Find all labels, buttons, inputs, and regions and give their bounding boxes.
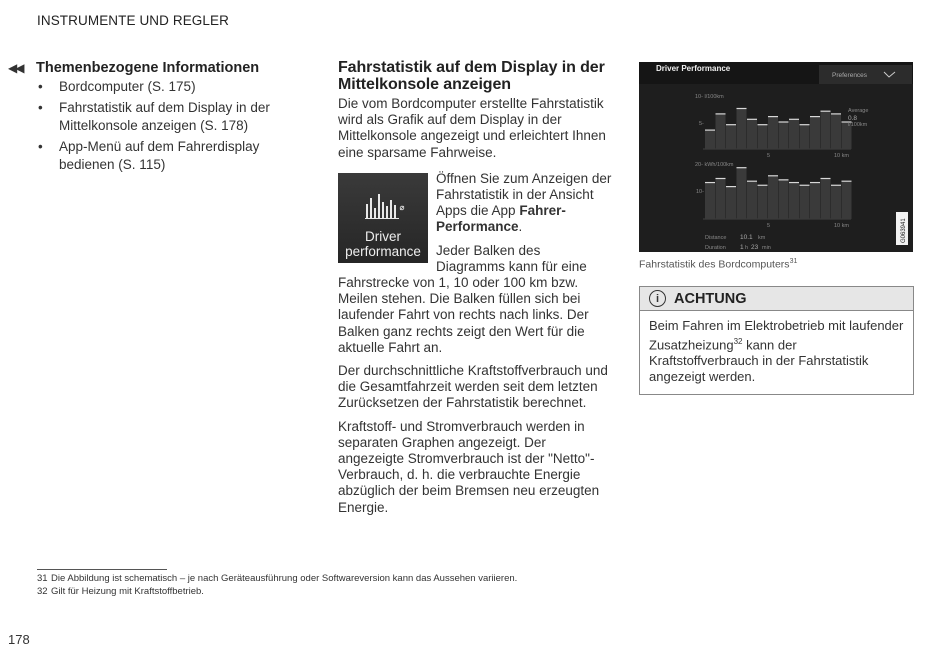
fuel-bar xyxy=(716,114,726,149)
elec-bar xyxy=(800,185,810,219)
driver-performance-chart xyxy=(639,62,913,252)
related-link-bordcomputer[interactable]: • Bordcomputer (S. 175) xyxy=(36,78,308,96)
footnote-32: 32 Gilt für Heizung mit Kraftstoffbetrieb. xyxy=(37,586,204,597)
preferences-label: Preferences xyxy=(832,72,868,79)
elec-tick-10: 10- xyxy=(696,189,704,195)
fuel-bar xyxy=(810,117,820,149)
fuel-bar xyxy=(800,125,810,149)
elec-bar xyxy=(726,187,736,219)
driver-performance-app-tile xyxy=(338,173,428,263)
main-content xyxy=(338,59,613,523)
warning-box xyxy=(639,286,914,395)
related-list xyxy=(36,78,308,174)
figure-title: Driver Performance xyxy=(656,64,731,73)
elec-bar xyxy=(758,185,768,219)
average-unit: l/100km xyxy=(848,122,868,128)
fuel-bar xyxy=(779,122,789,149)
related-link-fahrstatistik[interactable]: • Fahrstatistik auf dem Display in der Mittelkonsole anzeigen (S. 178) xyxy=(36,99,308,135)
app-name: Fahrer-Performance xyxy=(436,203,566,235)
duration-label: Duration xyxy=(705,245,726,251)
elec-x-tick-5: 5 xyxy=(767,223,771,229)
footnote-31: 31 Die Abbildung ist schematisch – je nach Geräteausführung oder Softwareversion kann das Aussehen variieren. xyxy=(37,573,518,584)
fuel-axis-label: 10- l/100km xyxy=(695,94,724,100)
paragraph-bars: Jeder Balken des Diagramms kann für eine Fahrstrecke von 1, 10 oder 100 km bzw. Meilen stehen. Die Balken füllen sich bei laufender Fahrt von rechts nach links. Der Balken ganz rechts zeigt den Wert für die aktuelle Fahrt an. xyxy=(338,242,589,355)
elec-bar xyxy=(705,183,715,219)
elec-bar xyxy=(789,183,799,219)
caption-footnote-ref: 31 xyxy=(789,258,798,265)
elec-bar xyxy=(747,181,757,219)
fuel-bar xyxy=(789,119,799,149)
driver-performance-screenshot xyxy=(639,62,913,252)
paragraph-consumption: Kraftstoff- und Stromverbrauch werden in separaten Graphen angezeigt. Der angezeigte Stromverbrauch ist der "Netto"-Verbrauch, d. h. die verbrauchte Energie abzüglich der beim Bremsen neu erzeugten Energie. xyxy=(338,418,600,515)
fuel-tick-5: 5- xyxy=(699,121,704,127)
fuel-x-tick-10: 10 km xyxy=(834,153,849,159)
elec-bar xyxy=(768,176,778,219)
paragraph-average: Der durchschnittliche Kraftstoffverbrauch und die Gesamtfahrzeit werden seit dem letzten Zurücksetzen der Fahrstatistik berechnet. xyxy=(338,363,608,411)
fuel-bar xyxy=(831,114,841,149)
footnote-divider xyxy=(37,569,167,570)
warning-title: ACHTUNG xyxy=(674,290,747,307)
related-link-app-menu[interactable]: • App-Menü auf dem Fahrerdisplay bedienen (S. 115) xyxy=(36,138,308,174)
page-number: 178 xyxy=(8,632,30,647)
section-heading: Fahrstatistik auf dem Display in der Mittelkonsole anzeigen xyxy=(338,59,605,93)
warning-text: Beim Fahren im Elektrobetrieb mit laufender Zusatzheizung$^{32}$ kann der Kraftstoffverbrauch in der Fahrstatistik angezeigt werden. xyxy=(649,318,904,385)
elec-bar xyxy=(831,185,841,219)
fuel-bar xyxy=(747,119,757,149)
fuel-bar xyxy=(821,111,831,149)
duration-hours: 1 xyxy=(740,244,744,251)
image-id: G063941 xyxy=(901,218,907,243)
duration-minutes-unit: min xyxy=(762,245,771,251)
elec-bar xyxy=(810,183,820,219)
average-value: 0.8 xyxy=(848,115,858,122)
bar-chart-icon xyxy=(365,190,405,220)
fuel-bar xyxy=(758,125,768,149)
elec-bar xyxy=(779,180,789,219)
related-info xyxy=(8,60,308,177)
fuel-bar xyxy=(705,130,715,149)
info-icon: i xyxy=(649,290,666,307)
fuel-bar xyxy=(768,117,778,149)
distance-value: 10.1 xyxy=(740,234,753,241)
figure-caption: Fahrstatistik des Bordcomputers$^{31}$ xyxy=(639,258,798,271)
intro-paragraph: Die vom Bordcomputer erstellte Fahrstatistik wird als Grafik auf dem Display in der Mittelkonsole angezeigt und erleichtert Ihnen eine sparsame Fahrweise. xyxy=(338,96,606,160)
elec-x-tick-10: 10 km xyxy=(834,223,849,229)
distance-label: Distance xyxy=(705,235,727,241)
duration-minutes: 23 xyxy=(751,244,759,251)
distance-unit: km xyxy=(758,235,766,241)
related-info-title: Themenbezogene Informationen xyxy=(36,60,260,76)
average-label: Average xyxy=(848,108,869,114)
app-tile-label: Driver performance xyxy=(345,228,421,259)
fuel-x-tick-5: 5 xyxy=(767,153,771,159)
paragraph-open-app: Öffnen Sie zum Anzeigen der Fahrstatistik in der Ansicht Apps die App Fahrer-Performance. xyxy=(436,170,612,235)
duration-hours-unit: h xyxy=(745,245,749,251)
back-arrows-icon[interactable]: ◀◀ xyxy=(8,61,23,75)
page-header: INSTRUMENTE UND REGLER xyxy=(37,13,229,28)
fuel-bar xyxy=(737,109,747,150)
elec-bar xyxy=(821,179,831,220)
fuel-bar xyxy=(726,125,736,149)
elec-bar xyxy=(842,181,852,219)
elec-axis-label: 20- kWh/100km xyxy=(695,162,734,168)
elec-bar xyxy=(716,179,726,220)
elec-bar xyxy=(737,168,747,219)
